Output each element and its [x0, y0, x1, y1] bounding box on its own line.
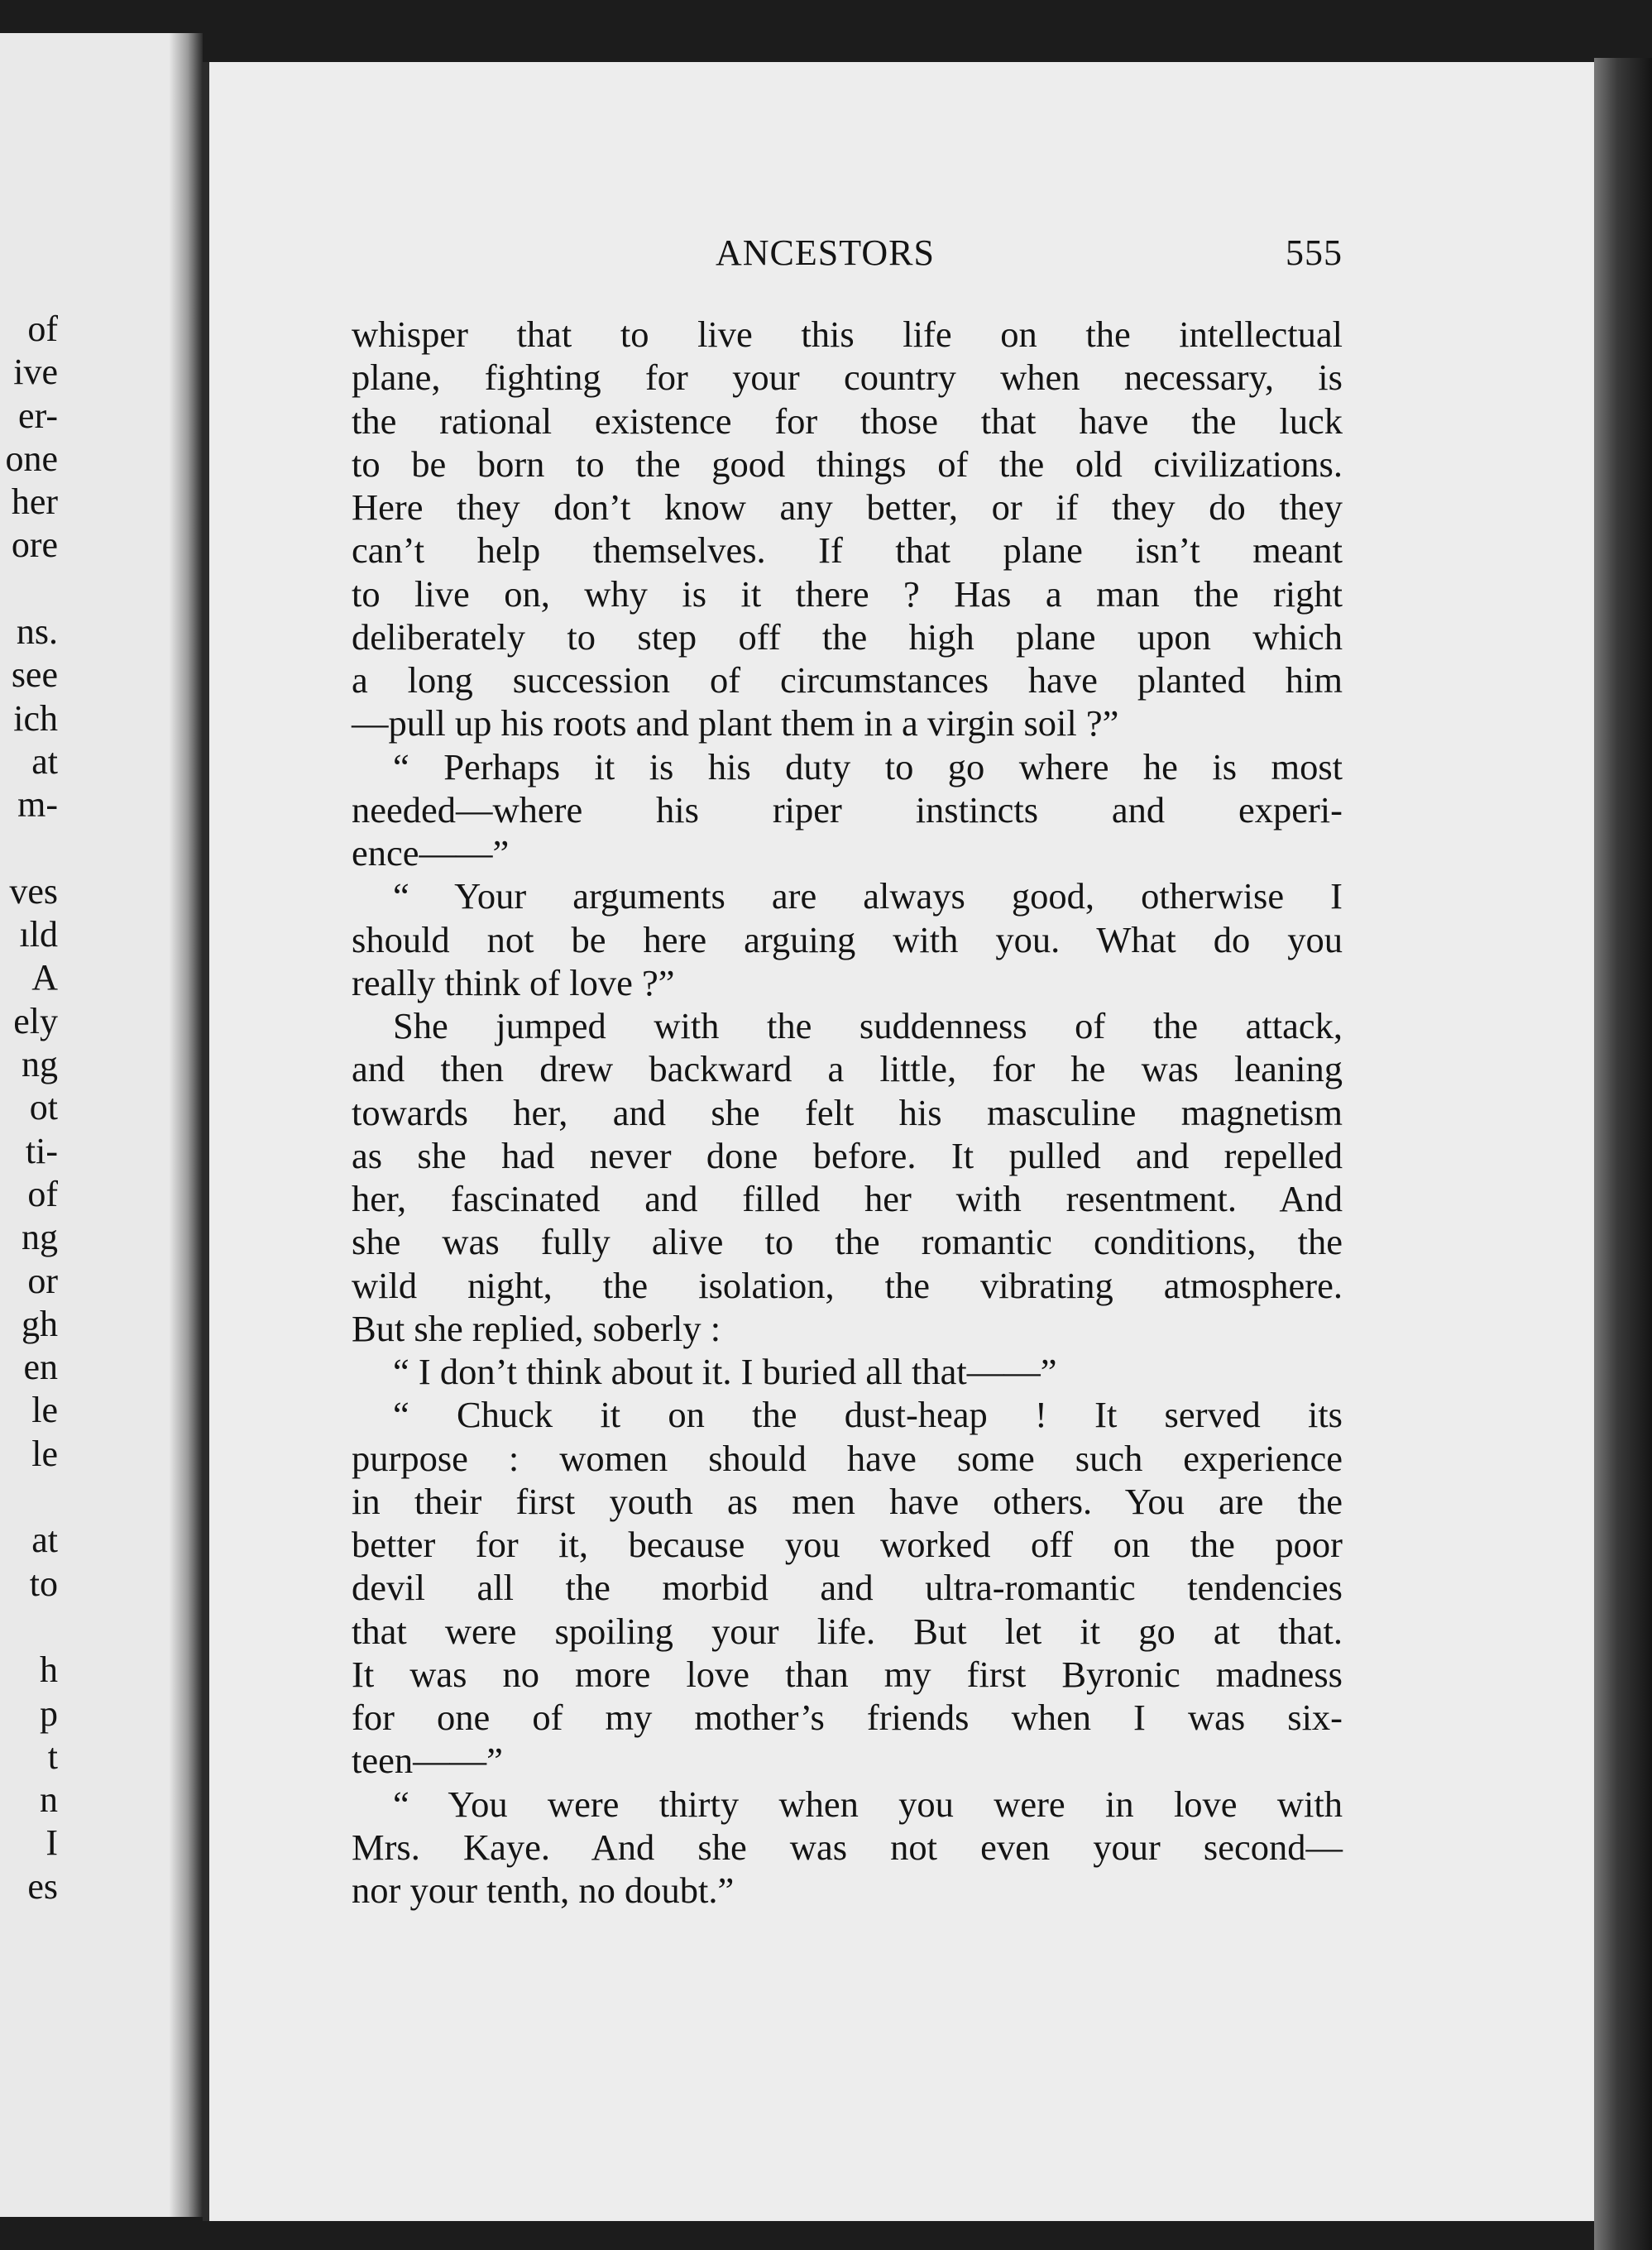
- left-fragment-line: [0, 567, 58, 610]
- left-fragment-line: to: [29, 1563, 58, 1604]
- left-fragment-line: of: [27, 1173, 58, 1214]
- text-line: ence——”: [352, 832, 510, 874]
- left-fragment-line: le: [31, 1390, 58, 1431]
- left-fragment-line: ves: [9, 870, 58, 912]
- text-line: purpose : women should have some such experience: [352, 1437, 1343, 1479]
- left-fragment-line: ti-: [25, 1130, 58, 1171]
- spine-line: [203, 62, 209, 2221]
- text-line: She jumped with the suddenness of the attack,: [393, 1005, 1343, 1046]
- text-line: devil all the morbid and ultra-romantic tendencies: [352, 1567, 1343, 1609]
- text-line: plane, fighting for your country when necessary, is: [352, 357, 1343, 399]
- text-line: wild night, the isolation, the vibrating atmosphere.: [352, 1264, 1343, 1306]
- text-line: and then drew backward a little, for he was leaning: [352, 1048, 1343, 1090]
- text-line: “ Chuck it on the dust-heap ! It served its: [393, 1394, 1343, 1436]
- text-line: nor your tenth, no doubt.”: [352, 1869, 735, 1911]
- gutter-shadow: [170, 33, 203, 2217]
- page-header: [352, 232, 1343, 281]
- text-line: “ Your arguments are always good, otherwise I: [393, 875, 1343, 917]
- left-fragment-line: one: [5, 438, 58, 479]
- text-line: whisper that to live this life on the intellectual: [352, 314, 1343, 355]
- text-line: really think of love ?”: [352, 961, 675, 1003]
- text-line: “ You were thirty when you were in love with: [393, 1783, 1343, 1825]
- left-fragment-line: es: [27, 1865, 58, 1907]
- text-line: Here they don’t know any better, or if they do they: [352, 486, 1343, 528]
- left-fragment-line: t: [47, 1735, 58, 1777]
- text-line: “ Perhaps it is his duty to go where he is most: [393, 745, 1343, 788]
- text-line: But she replied, soberly :: [352, 1307, 721, 1349]
- left-fragment-line: h: [40, 1649, 58, 1691]
- text-line: should not be here arguing with you. What do you: [352, 918, 1343, 960]
- running-head: ANCESTORS: [716, 232, 935, 273]
- text-line: Mrs. Kaye. And she was not even your second—: [352, 1826, 1343, 1868]
- text-line: needed—where his riper instincts and experi-: [352, 788, 1343, 831]
- left-fragment-line: en: [23, 1347, 58, 1388]
- text-line: to be born to the good things of the old civilizations.: [352, 443, 1343, 485]
- text-line: It was no more love than my first Byronic madness: [352, 1653, 1343, 1695]
- text-line: a long succession of circumstances have planted him: [352, 659, 1343, 701]
- left-fragment-line: A: [31, 957, 58, 998]
- text-line: better for it, because you worked off on the poor: [352, 1524, 1343, 1565]
- text-line: the rational existence for those that have the luck: [352, 400, 1343, 442]
- text-line: can’t help themselves. If that plane isn’t meant: [352, 529, 1343, 572]
- left-fragment-line: [0, 1476, 58, 1519]
- left-fragment-line: at: [31, 740, 58, 782]
- text-line: “ I don’t think about it. I buried all that——”: [393, 1351, 1057, 1392]
- left-fragment-line: n: [40, 1779, 58, 1821]
- text-line: that were spoiling your life. But let it go at that.: [352, 1610, 1343, 1652]
- left-fragment-line: at: [31, 1520, 58, 1561]
- fore-edge: [1594, 58, 1652, 2250]
- text-line: as she had never done before. It pulled and repelled: [352, 1134, 1343, 1176]
- text-line: —pull up his roots and plant them in a virgin soil ?”: [352, 702, 1119, 744]
- text-line: towards her, and she felt his masculine magnetism: [352, 1091, 1343, 1133]
- left-page-text-fragments: [0, 308, 58, 1908]
- left-fragment-line: ot: [29, 1087, 58, 1128]
- text-line: she was fully alive to the romantic conditions, the: [352, 1221, 1343, 1263]
- page-number: 555: [1286, 232, 1343, 273]
- left-fragment-line: ore: [11, 524, 58, 566]
- left-fragment-line: [0, 827, 58, 870]
- left-fragment-line: or: [27, 1260, 58, 1301]
- body-text: [352, 313, 1343, 1912]
- left-fragment-line: ng: [22, 1044, 58, 1085]
- left-fragment-line: [0, 1606, 58, 1649]
- left-fragment-line: le: [31, 1433, 58, 1474]
- left-fragment-line: er-: [18, 395, 58, 436]
- text-line: in their first youth as men have others. You are the: [352, 1480, 1343, 1522]
- text-line: teen——”: [352, 1740, 503, 1782]
- text-line: for one of my mother’s friends when I was six-: [352, 1697, 1343, 1738]
- left-fragment-line: her: [11, 481, 58, 523]
- left-fragment-line: ely: [13, 1000, 58, 1041]
- left-fragment-line: ive: [13, 352, 58, 393]
- left-fragment-line: m-: [17, 784, 58, 826]
- left-fragment-line: ns.: [16, 611, 58, 653]
- text-line: her, fascinated and filled her with resentment. And: [352, 1178, 1343, 1219]
- left-fragment-line: ich: [13, 697, 58, 739]
- left-fragment-line: gh: [22, 1303, 58, 1344]
- text-line: to live on, why is it there ? Has a man the right: [352, 572, 1343, 615]
- left-fragment-line: ıld: [19, 914, 58, 955]
- left-fragment-line: see: [11, 654, 58, 696]
- left-fragment-line: ng: [22, 1217, 58, 1258]
- left-fragment-line: I: [45, 1822, 58, 1864]
- text-line: deliberately to step off the high plane upon which: [352, 615, 1343, 658]
- left-fragment-line: p: [40, 1692, 58, 1734]
- left-fragment-line: of: [27, 309, 58, 349]
